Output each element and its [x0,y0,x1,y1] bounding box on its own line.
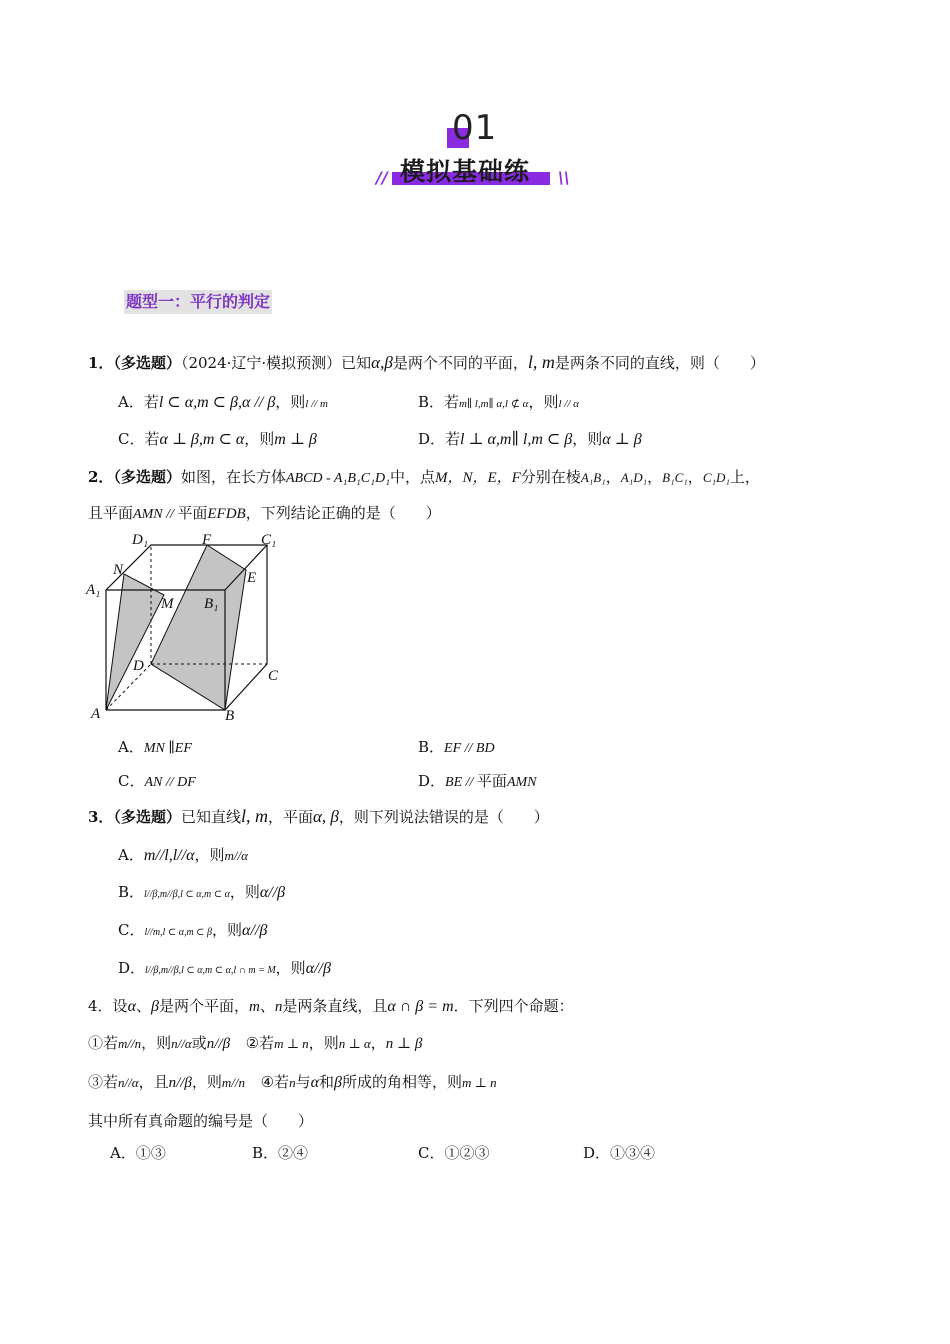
prop-text: 和 [318,1073,334,1091]
option-text: ，则 [244,430,275,448]
stem-text: 上， [729,468,760,486]
option-label: C． [118,921,145,939]
question-4-option-b: B．②④ [252,1144,309,1162]
option-label: A．若 [118,393,159,411]
math-expr: m ⊥ n [461,1075,497,1090]
option-label: C． [118,772,145,790]
math-expr: α,β [371,353,393,372]
math-expr: A₁D₁ [620,470,648,485]
math-expr: m ⊥ β [274,431,317,448]
math-expr: n ⊥ β [385,1036,423,1052]
math-expr: n [289,1075,296,1090]
stem-text: 中，点 [389,468,435,486]
math-expr: n ⊥ α [338,1036,371,1051]
stem-text: 已知直线 [180,808,241,826]
prop-text: ②若 [245,1034,275,1052]
math-expr: l//β,m//β,l ⊂ α,m ⊂ α,l ∩ m = M [145,965,276,976]
stem-text: （2024·辽宁·模拟预测）已知 [180,354,372,372]
question-2-option-c [118,770,196,791]
question-3-stem [88,806,549,827]
math-expr: n//β [168,1075,192,1091]
question-2-option-d [418,770,537,791]
prop-text: 与 [295,1073,311,1091]
math-expr: l, m [240,806,268,826]
option-text: ，则 [275,393,306,411]
label-c: C [268,668,279,684]
question-1-option-d [418,428,642,449]
banner-left-deco: // [376,168,388,187]
plane-amn [106,574,164,710]
question-4-ask: 其中所有真命题的编号是（ ） [88,1112,314,1130]
option-label: B．若 [418,393,460,411]
math-expr: l//m,l ⊂ α,m ⊂ β [144,927,213,938]
stem-text: ．下列四个命题： [453,997,574,1015]
stem-text: ， [687,468,703,486]
math-expr: m ⊥ n [274,1036,309,1051]
option-label: C．若 [118,430,160,448]
question-1-option-a [118,391,328,412]
math-expr: AMN [506,775,537,790]
option-label: A． [118,738,144,756]
math-expr: m//l,l//α [143,847,195,864]
math-expr: m [248,999,260,1015]
label-e: E [247,570,257,586]
question-tag: （多选题） [113,808,181,826]
math-expr: m//n [118,1036,142,1051]
math-expr: m∥ l,m∥ α,l ⊄ α [459,398,529,410]
math-expr: EF // BD [444,741,495,756]
math-expr: M，N，E，F [434,470,521,486]
math-expr: BE // [445,775,477,790]
question-4-propositions-1-2 [88,1032,422,1053]
question-tag: （多选题） [113,354,181,372]
option-text: ，则 [212,921,243,939]
stem-text: 设 [112,997,128,1015]
label-c1: C₁ [261,532,277,548]
math-expr: α//β [242,922,268,939]
question-1-stem [88,352,765,373]
question-3-option-c [118,919,267,940]
option-text: ，则 [275,959,306,977]
option-text: 平面 [476,772,507,790]
math-expr: l // m [305,398,328,410]
math-expr: α [127,998,136,1015]
option-label: B． [418,738,445,756]
label-b: B [225,708,235,724]
label-b1: B₁ [204,596,219,612]
banner-number: 01 [452,108,498,148]
stem-text: 是两个不同的平面， [392,354,528,372]
prop-text: ，则 [141,1034,172,1052]
cuboid-figure [84,530,294,730]
question-1-option-b [418,391,579,412]
prop-text: ③若 [88,1073,119,1091]
math-expr: α [310,1074,319,1091]
stem-text: 分别在棱 [520,468,581,486]
option-label: D． [118,959,146,977]
prop-text: 所成的角相等，则 [341,1073,462,1091]
math-expr: m//α [224,848,248,863]
option-label: A． [118,846,144,864]
math-expr: α ⊥ β,m ⊂ α [159,431,245,448]
math-expr: l // α [558,398,579,410]
math-expr: AMN // [133,507,178,522]
label-f: F [202,532,212,548]
label-d1: D₁ [132,532,149,548]
math-expr: MN ∥EF [143,741,192,756]
question-3-option-b [118,881,285,902]
stem-text: 且平面 [88,504,134,522]
math-expr: l//β,m//β,l ⊂ α,m ⊂ α [144,889,230,900]
math-expr: l ⊂ α,m ⊂ β,α // β [158,394,276,411]
math-expr: α ∩ β = m [387,998,454,1015]
math-expr: B₁C₁ [662,470,688,485]
question-2-stem-line2 [88,502,441,523]
math-expr: AN // DF [144,775,196,790]
math-expr: n//α [171,1036,192,1051]
prop-text: 或 [191,1034,207,1052]
question-2-option-a [118,736,192,757]
stem-text: 、 [259,997,275,1015]
banner-title: 模拟基础练 [400,157,531,186]
question-2-option-b [418,736,495,757]
option-label: D． [418,772,446,790]
option-text: ，则 [229,883,260,901]
math-expr: α//β [259,884,286,901]
math-expr: EFDB [207,506,246,522]
question-number: 4． [88,997,113,1015]
math-expr: α ⊥ β [602,431,642,448]
label-a: A [91,706,101,722]
question-1-option-c [118,428,317,449]
math-expr: n [274,999,283,1015]
question-number: 2． [88,468,114,486]
math-expr: C₁D₁ [702,470,730,485]
prop-text: ， [370,1034,386,1052]
prop-text: ，则 [308,1034,339,1052]
stem-text: ，则下列说法错误的是（ ） [338,808,549,826]
math-expr: l, m [527,352,555,372]
stem-text: ，平面 [267,808,313,826]
math-expr: n//β [206,1036,231,1052]
stem-text: 是两条直线，且 [282,997,388,1015]
option-text: ，则 [572,430,603,448]
plane-efdb [151,545,246,710]
math-expr: l ⊥ α,m∥ l,m ⊂ β [460,431,573,448]
math-expr: n//α [118,1075,139,1090]
question-3-option-d [118,957,331,978]
label-m: M [161,596,174,612]
question-3-option-a [118,844,248,865]
option-label: B． [118,883,145,901]
question-4-option-d: D．①③④ [583,1144,656,1162]
math-expr: β [150,998,159,1015]
stem-text: 是两条不同的直线，则（ ） [554,354,765,372]
question-2-stem [88,466,760,487]
math-expr: ABCD - A₁B₁C₁D₁ [285,471,390,486]
label-a1: A₁ [86,582,101,598]
question-number: 1． [88,354,114,372]
prop-text: ，则 [191,1073,222,1091]
banner-right-deco: \\ [558,168,570,187]
question-4-option-a: A．①③ [110,1144,166,1162]
prop-text: ，且 [138,1073,169,1091]
prop-text: ④若 [260,1073,290,1091]
question-4-option-c: C．①②③ [418,1144,490,1162]
option-label: D．若 [418,430,461,448]
stem-text: 、 [135,997,151,1015]
label-d: D [133,658,144,674]
math-expr: α, β [312,807,339,826]
option-text: ，则 [194,846,225,864]
stem-text: 平面 [177,504,208,522]
label-n: N [113,562,124,578]
section-heading: 题型一：平行的判定 [124,290,272,314]
question-4-stem [88,995,574,1016]
question-tag: （多选题） [113,468,181,486]
math-expr: m//n [221,1075,246,1090]
math-expr: β [334,1074,342,1091]
option-text: ，则 [528,393,559,411]
stem-text: ， [647,468,663,486]
stem-text: ，下列结论正确的是（ ） [245,504,441,522]
stem-text: 是两个平面， [158,997,249,1015]
question-number: 3． [88,808,114,826]
prop-text: ①若 [88,1034,119,1052]
math-expr: A₁B₁ [580,470,606,485]
stem-text: 如图，在长方体 [180,468,286,486]
stem-text: ， [605,468,621,486]
math-expr: α//β [305,960,331,977]
question-4-propositions-3-4 [88,1071,497,1092]
